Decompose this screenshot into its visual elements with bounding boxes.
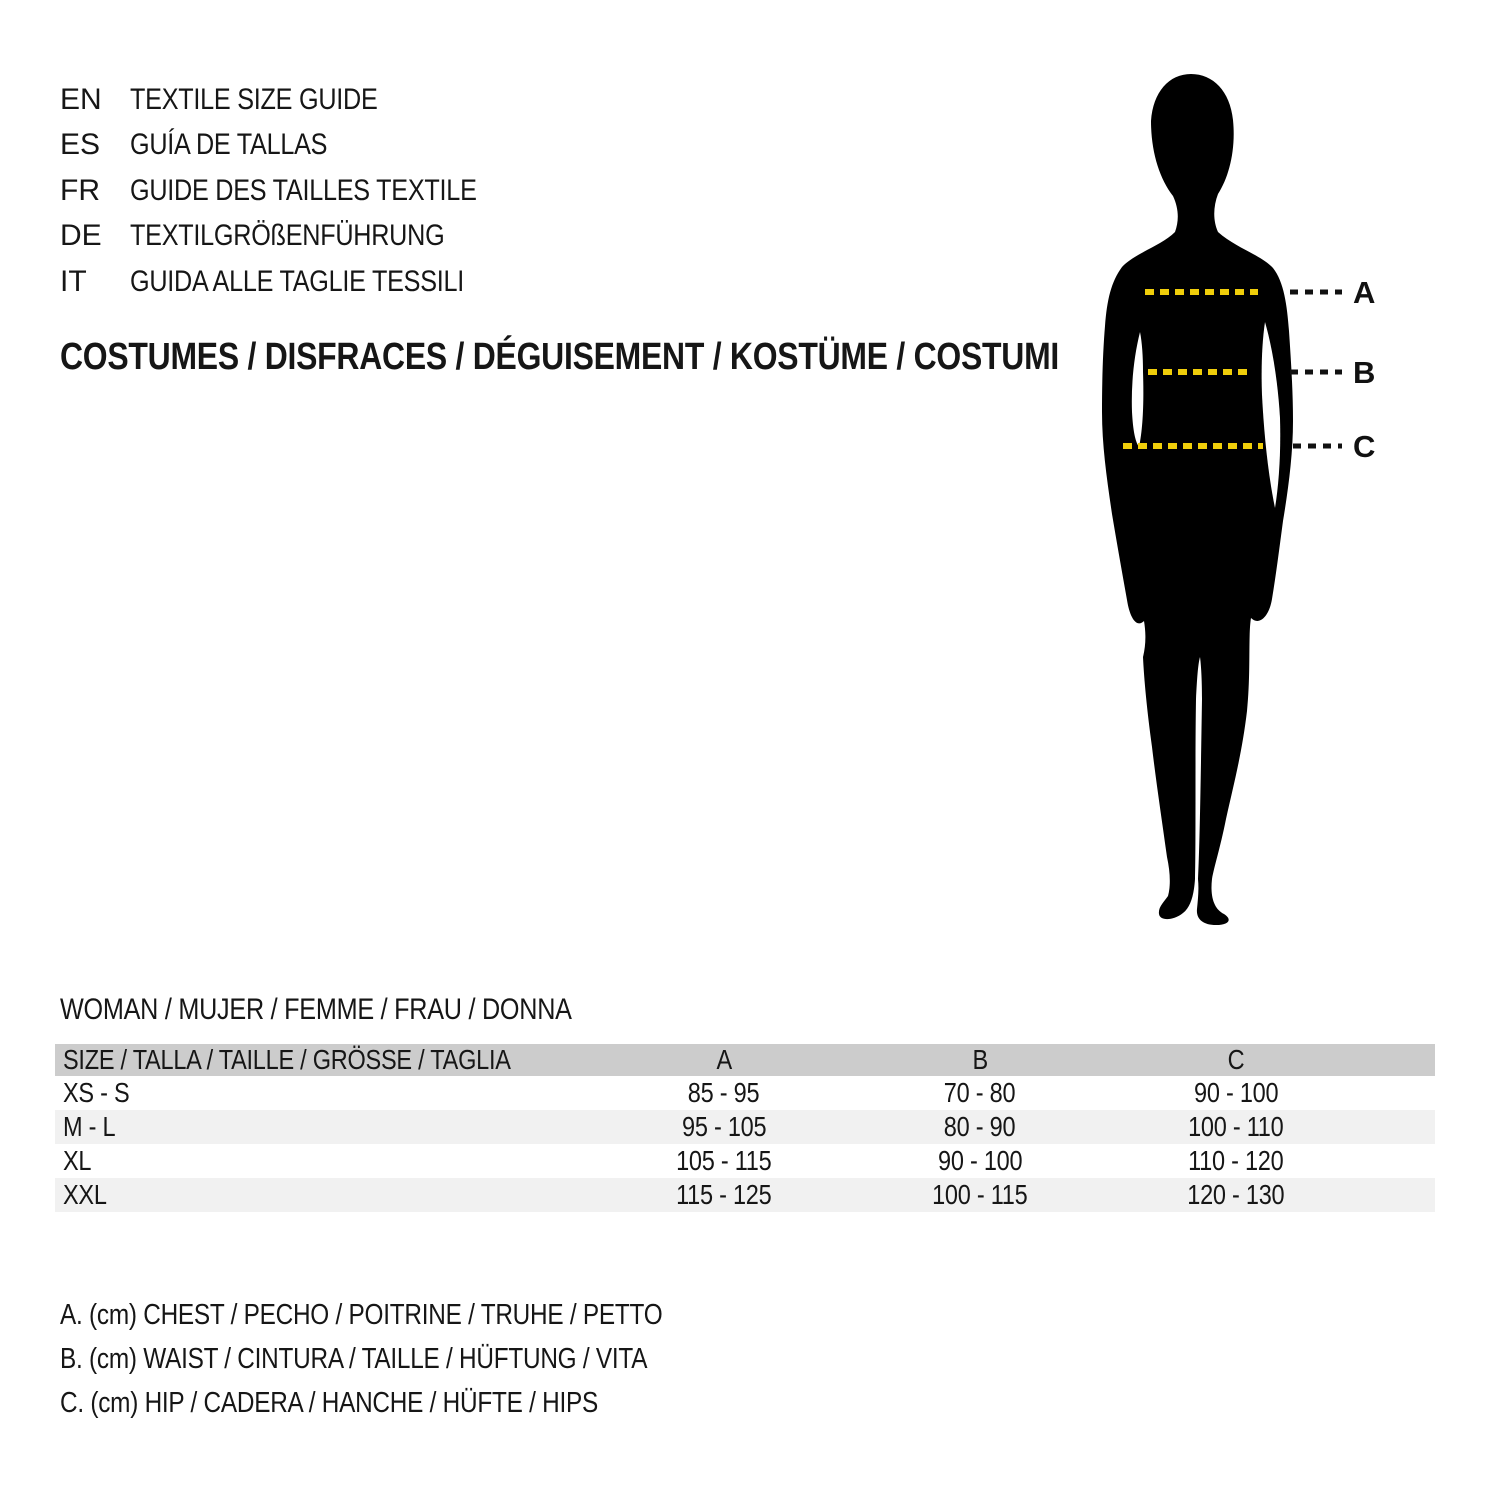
language-code: EN — [60, 82, 102, 116]
row-c: 110 - 120 — [1188, 1145, 1284, 1176]
row-b: 70 - 80 — [944, 1077, 1016, 1108]
language-code: FR — [60, 173, 100, 207]
category-title: COSTUMES / DISFRACES / DÉGUISEMENT / KOSTÜME / COSTUMI — [60, 336, 1060, 378]
table-header-row — [55, 1044, 1435, 1076]
table-row — [55, 1178, 1435, 1212]
row-a: 105 - 115 — [676, 1145, 772, 1176]
header-size-label: SIZE / TALLA / TAILLE / GRÖSSE / TAGLIA — [63, 1044, 511, 1075]
row-a: 115 - 125 — [676, 1179, 772, 1210]
language-row-de — [60, 214, 543, 260]
legend-hip: C. (cm) HIP / CADERA / HANCHE / HÜFTE / HIPS — [60, 1386, 598, 1419]
table-row — [55, 1110, 1435, 1144]
row-c: 120 - 130 — [1187, 1179, 1285, 1210]
language-label: TEXTILGRÖßENFÜHRUNG — [130, 219, 445, 253]
table-row — [55, 1144, 1435, 1178]
language-label: GUÍA DE TALLAS — [130, 128, 328, 162]
language-label: TEXTILE SIZE GUIDE — [130, 82, 378, 116]
language-code: IT — [60, 264, 87, 298]
section-title-woman: WOMAN / MUJER / FEMME / FRAU / DONNA — [60, 993, 572, 1026]
language-code: DE — [60, 219, 102, 253]
language-row-en — [60, 77, 543, 123]
row-b: 100 - 115 — [932, 1179, 1028, 1210]
language-row-it — [60, 259, 543, 305]
woman-silhouette-figure — [1050, 60, 1420, 940]
row-size: XXL — [63, 1179, 107, 1210]
marker-label-a: A — [1353, 275, 1376, 310]
row-size: XS - S — [63, 1077, 130, 1108]
row-size: M - L — [63, 1111, 116, 1142]
header-col-a: A — [716, 1044, 732, 1075]
row-size: XL — [63, 1145, 92, 1176]
marker-label-b: B — [1353, 355, 1376, 390]
language-code: ES — [60, 128, 101, 162]
language-label: GUIDA ALLE TAGLIE TESSILI — [130, 264, 465, 298]
row-b: 90 - 100 — [937, 1145, 1023, 1176]
marker-label-c: C — [1353, 429, 1376, 464]
header-col-b: B — [972, 1044, 988, 1075]
legend-chest: A. (cm) CHEST / PECHO / POITRINE / TRUHE / PETTO — [60, 1298, 663, 1331]
size-figure — [1050, 60, 1420, 940]
language-label: GUIDE DES TAILLES TEXTILE — [130, 173, 477, 207]
woman-silhouette — [1102, 74, 1293, 925]
row-a: 95 - 105 — [681, 1111, 767, 1142]
table-row — [55, 1076, 1435, 1110]
measurement-legend — [60, 1293, 777, 1425]
language-row-fr — [60, 168, 543, 214]
row-a: 85 - 95 — [688, 1077, 760, 1108]
row-c: 100 - 110 — [1188, 1111, 1284, 1142]
row-b: 80 - 90 — [944, 1111, 1016, 1142]
row-c: 90 - 100 — [1193, 1077, 1279, 1108]
header-col-c: C — [1227, 1044, 1245, 1075]
size-table — [55, 1044, 1435, 1212]
legend-waist: B. (cm) WAIST / CINTURA / TAILLE / HÜFTUNG / VITA — [60, 1342, 648, 1375]
language-row-es — [60, 123, 543, 169]
language-list — [60, 77, 543, 305]
